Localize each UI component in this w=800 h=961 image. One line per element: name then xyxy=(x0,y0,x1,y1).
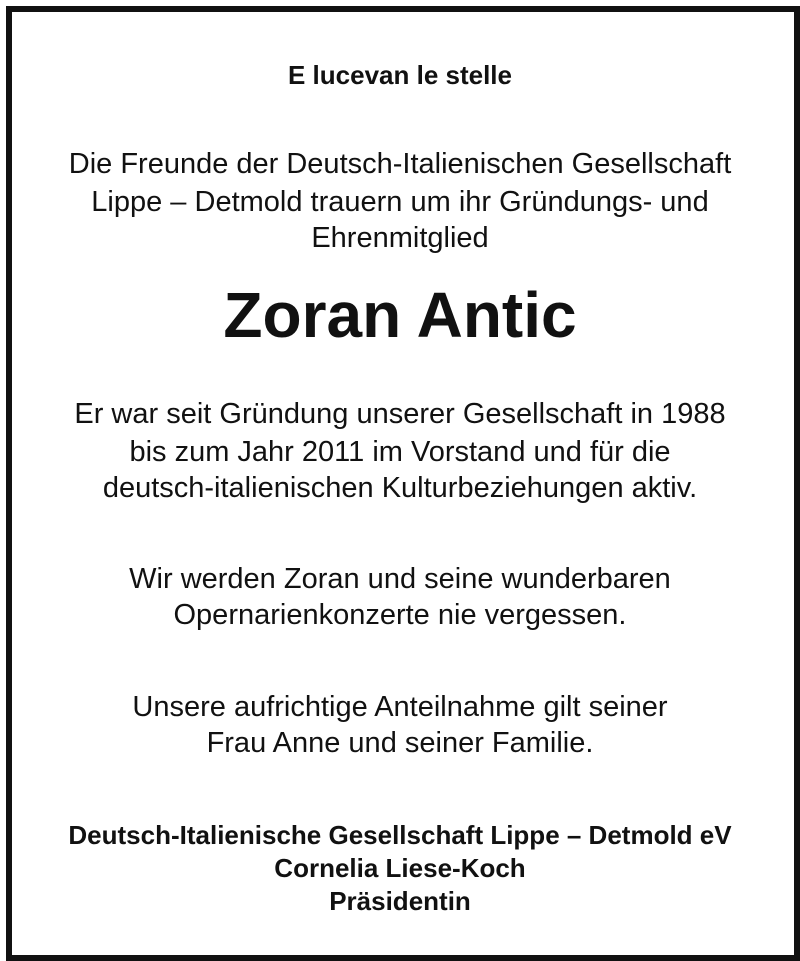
intro-line: Ehrenmitglied xyxy=(311,222,489,254)
signature-role: Präsidentin xyxy=(329,886,471,916)
intro-line: Die Freunde der Deutsch-Italienischen Gesellschaft xyxy=(68,148,732,180)
deceased-name: Zoran Antic xyxy=(223,279,577,351)
tribute-line: Er war seit Gründung unserer Gesellschaft in 1988 xyxy=(74,398,726,430)
motto-heading: E lucevan le stelle xyxy=(287,60,512,90)
memory-line: Wir werden Zoran und seine wunderbaren xyxy=(129,563,671,595)
memory-line: Opernarienkonzerte nie vergessen. xyxy=(173,599,627,631)
condolence-line: Frau Anne und seiner Familie. xyxy=(206,727,594,759)
condolence-line: Unsere aufrichtige Anteilnahme gilt seiner xyxy=(132,691,668,723)
tribute-line: deutsch-italienischen Kulturbeziehungen aktiv. xyxy=(102,472,698,504)
tribute-line: bis zum Jahr 2011 im Vorstand und für die xyxy=(129,436,671,468)
signature-organization: Deutsch-Italienische Gesellschaft Lippe – Detmold eV xyxy=(68,820,732,850)
signature-person: Cornelia Liese-Koch xyxy=(274,853,526,883)
intro-line: Lippe – Detmold trauern um ihr Gründungs- und xyxy=(91,186,709,218)
